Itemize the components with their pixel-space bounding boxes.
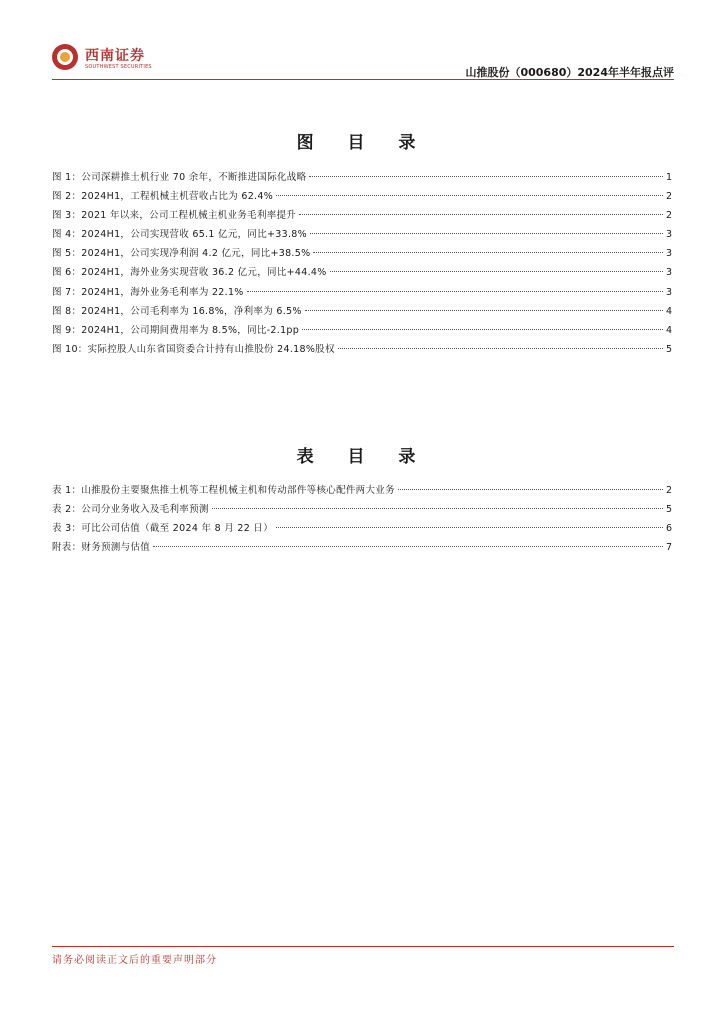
toc-entry-text: 2021 年以来，公司工程机械主机业务毛利率提升 bbox=[81, 210, 297, 222]
company-logo-icon bbox=[52, 44, 78, 70]
toc-entry-text: 2024H1，公司实现净利润 4.2 亿元，同比+38.5% bbox=[81, 248, 311, 260]
page-header bbox=[52, 42, 674, 82]
toc-entry-text: 2024H1，公司实现营收 65.1 亿元，同比+33.8% bbox=[81, 229, 307, 241]
header-divider bbox=[52, 79, 674, 80]
toc-entry-page: 7 bbox=[665, 542, 672, 554]
toc-entry[interactable] bbox=[52, 188, 672, 207]
toc-entry-label: 表 3： bbox=[52, 523, 82, 535]
toc-entry-label: 图 6： bbox=[52, 267, 82, 279]
toc-entry-text: 2024H1，公司毛利率为 16.8%，净利率为 6.5% bbox=[81, 305, 302, 317]
toc-entry-text: 公司深耕推土机行业 70 余年，不断推进国际化战略 bbox=[81, 172, 307, 183]
toc-entry[interactable] bbox=[52, 520, 672, 539]
toc-entry-text: 2024H1，公司期间费用率为 8.5%，同比-2.1pp bbox=[81, 324, 300, 336]
toc-dot-leader bbox=[276, 195, 663, 196]
toc-entry[interactable] bbox=[52, 341, 672, 360]
toc-entry-label: 图 3： bbox=[52, 210, 82, 222]
toc-entry-label: 表 1： bbox=[52, 485, 82, 496]
toc-dot-leader bbox=[330, 271, 663, 272]
report-title: 山推股份（000680）2024年半年报点评 bbox=[465, 66, 674, 79]
footer-disclaimer: 请务必阅读正文后的重要声明部分 bbox=[52, 955, 217, 966]
toc-entry-page: 4 bbox=[665, 324, 672, 336]
toc-dot-leader bbox=[398, 489, 663, 490]
toc-entry-page: 5 bbox=[665, 504, 672, 516]
toc-dot-leader bbox=[276, 527, 663, 528]
toc-entry-page: 2 bbox=[665, 210, 672, 222]
toc-dot-leader bbox=[313, 252, 663, 253]
toc-entry[interactable] bbox=[52, 264, 672, 283]
toc-entry[interactable] bbox=[52, 207, 672, 226]
toc-entry[interactable] bbox=[52, 284, 672, 303]
toc-entry[interactable] bbox=[52, 482, 672, 501]
toc-entry-page: 3 bbox=[665, 267, 672, 279]
toc-entry-text: 公司分业务收入及毛利率预测 bbox=[81, 504, 209, 516]
toc-dot-leader bbox=[309, 176, 663, 177]
toc-entry-label: 图 8： bbox=[52, 305, 82, 317]
toc-entry[interactable] bbox=[52, 169, 672, 188]
toc-entry-label: 附表： bbox=[52, 542, 82, 554]
toc-dot-leader bbox=[299, 214, 663, 215]
toc-entry-text: 实际控股人山东省国资委合计持有山推股份 24.18%股权 bbox=[87, 343, 335, 355]
toc-entry-text: 财务预测与估值 bbox=[81, 542, 151, 554]
toc-entry-label: 表 2： bbox=[52, 504, 82, 516]
toc-entry-page: 3 bbox=[665, 229, 672, 241]
figure-toc-title: 图 目 录 bbox=[296, 133, 430, 153]
toc-entry-page: 1 bbox=[665, 172, 672, 183]
table-toc-list bbox=[52, 482, 672, 558]
toc-entry-text: 2024H1，海外业务毛利率为 22.1% bbox=[81, 286, 244, 298]
footer-divider bbox=[52, 946, 674, 947]
logo-english-name: SOUTHWEST SECURITIES bbox=[85, 64, 152, 70]
logo-chinese-name: 西南证券 bbox=[85, 48, 145, 64]
toc-entry[interactable] bbox=[52, 226, 672, 245]
toc-dot-leader bbox=[247, 291, 663, 292]
toc-entry-page: 3 bbox=[665, 248, 672, 260]
toc-entry-page: 2 bbox=[665, 191, 672, 203]
toc-entry[interactable] bbox=[52, 245, 672, 264]
toc-dot-leader bbox=[338, 348, 663, 349]
toc-entry-page: 2 bbox=[665, 485, 672, 496]
toc-entry[interactable] bbox=[52, 501, 672, 520]
toc-entry-label: 图 9： bbox=[52, 324, 82, 336]
toc-entry-label: 图 2： bbox=[52, 191, 82, 203]
toc-dot-leader bbox=[305, 310, 663, 311]
toc-entry-label: 图 10： bbox=[52, 343, 88, 355]
toc-entry[interactable] bbox=[52, 303, 672, 322]
toc-entry-label: 图 1： bbox=[52, 172, 82, 183]
toc-entry-label: 图 4： bbox=[52, 229, 82, 241]
table-toc-title: 表 目 录 bbox=[296, 447, 430, 467]
toc-entry-text: 2024H1，海外业务实现营收 36.2 亿元，同比+44.4% bbox=[81, 267, 327, 279]
toc-entry-page: 3 bbox=[665, 286, 672, 298]
toc-entry-text: 山推股份主要聚焦推土机等工程机械主机和传动部件等核心配件两大业务 bbox=[81, 485, 395, 496]
toc-entry[interactable] bbox=[52, 539, 672, 558]
toc-entry-page: 4 bbox=[665, 305, 672, 317]
toc-dot-leader bbox=[212, 508, 663, 509]
toc-entry-label: 图 7： bbox=[52, 286, 82, 298]
toc-entry-page: 6 bbox=[665, 523, 672, 535]
toc-entry-text: 2024H1，工程机械主机营收占比为 62.4% bbox=[81, 191, 274, 203]
toc-dot-leader bbox=[302, 329, 663, 330]
toc-entry-page: 5 bbox=[665, 343, 672, 355]
toc-dot-leader bbox=[153, 546, 663, 547]
toc-dot-leader bbox=[310, 233, 663, 234]
toc-entry-text: 可比公司估值（截至 2024 年 8 月 22 日） bbox=[81, 523, 273, 535]
toc-entry-label: 图 5： bbox=[52, 248, 82, 260]
toc-entry[interactable] bbox=[52, 322, 672, 341]
figure-toc-list bbox=[52, 169, 672, 360]
